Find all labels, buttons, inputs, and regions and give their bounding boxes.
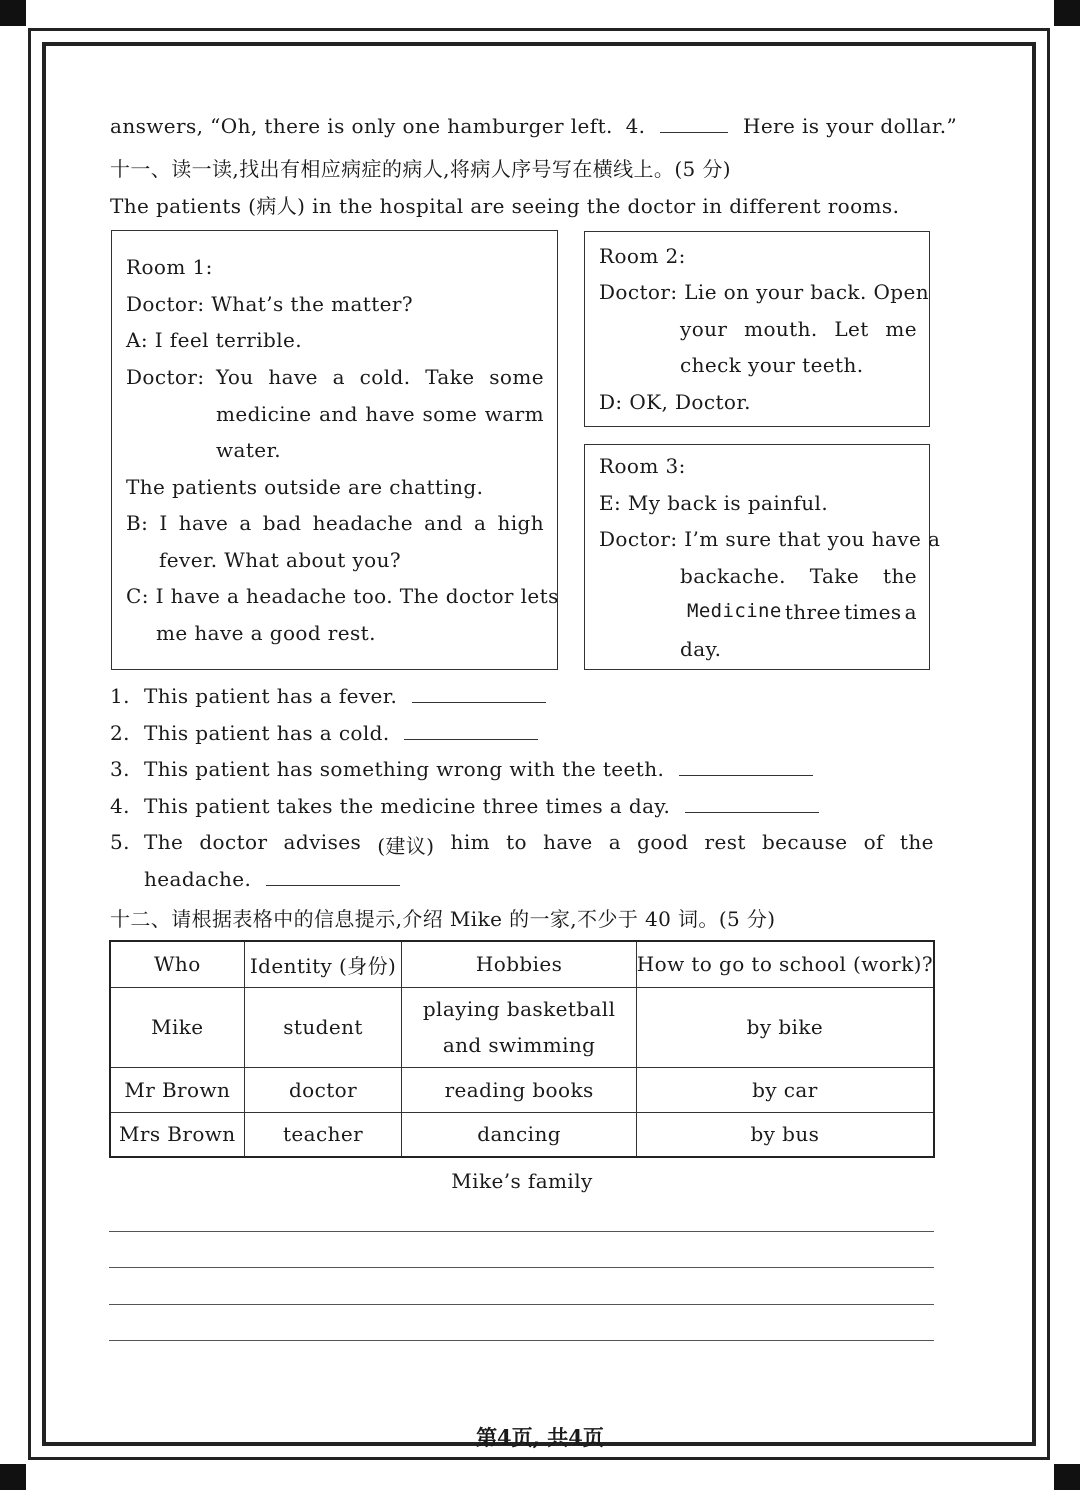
word: have	[178, 511, 229, 535]
table-cell: Mr Brown	[110, 1067, 244, 1112]
table-cell: by bus	[636, 1112, 934, 1157]
page-footer: 第4页, 共4页	[476, 1425, 604, 1450]
word: backache.	[680, 564, 786, 588]
word: have	[543, 830, 593, 854]
question-5-number: 5.	[110, 830, 130, 854]
writing-line[interactable]	[109, 1231, 934, 1232]
table-cell: doctor	[244, 1067, 402, 1112]
top-line-tail: Here is your dollar.”	[742, 114, 958, 138]
question-text: This patient takes the medicine three times a day.	[144, 794, 671, 818]
word: bad	[262, 511, 302, 535]
table-cell: teacher	[244, 1112, 402, 1157]
table-cell: by bike	[636, 987, 934, 1067]
writing-title: Mike’s family	[451, 1169, 593, 1193]
corner-mark-tr	[1054, 0, 1080, 26]
section-12-heading: 十二、请根据表格中的信息提示,介绍 Mike 的一家,不少于 40 词。(5 分)	[110, 907, 776, 931]
answer-blank[interactable]	[660, 114, 728, 133]
answer-blank[interactable]	[685, 794, 819, 813]
question-1	[110, 684, 546, 708]
table-header-row	[110, 941, 934, 987]
table-cell	[402, 987, 636, 1067]
room-2-line: D: OK, Doctor.	[599, 390, 751, 414]
word: and	[424, 511, 463, 535]
room-3-line: day.	[680, 637, 722, 661]
table-cell: student	[244, 987, 402, 1067]
room-1-justified-line	[126, 511, 544, 535]
room-1-box	[111, 230, 558, 670]
word: some	[489, 365, 544, 389]
word: You	[216, 365, 254, 389]
room-2-title: Room 2:	[599, 244, 686, 268]
question-text: This patient has a cold.	[144, 721, 390, 745]
answer-blank[interactable]	[404, 721, 538, 740]
word: a	[904, 600, 917, 624]
corner-mark-tl	[0, 0, 26, 26]
word: have	[268, 365, 318, 389]
room-1-line: water.	[216, 438, 282, 462]
word: rest	[704, 830, 746, 854]
answer-blank[interactable]	[266, 867, 400, 886]
top-line-text: answers, “Oh, there is only one hamburger left.	[110, 114, 613, 138]
word: advises	[283, 830, 362, 854]
word: B:	[126, 511, 149, 535]
room-3-box	[584, 444, 941, 670]
table-row	[110, 1067, 934, 1112]
word: him	[450, 830, 490, 854]
word: Take	[809, 564, 860, 588]
word: the	[899, 830, 934, 854]
question-text: This patient has a fever.	[144, 684, 398, 708]
word: Let	[834, 317, 869, 341]
writing-line[interactable]	[109, 1340, 934, 1341]
room-1-doctor-label: Doctor:	[126, 365, 205, 389]
question-5-line	[144, 830, 934, 859]
room-3-justified-line	[687, 600, 917, 624]
room-2-justified-line	[680, 317, 917, 341]
word: a	[332, 365, 345, 389]
table-header-cell: How to go to school (work)?	[636, 941, 934, 987]
word: warm	[484, 402, 544, 426]
room-1-title: Room 1:	[126, 255, 213, 279]
section-11-heading: 十一、读一读,找出有相应病症的病人,将病人序号写在横线上。(5 分)	[110, 157, 732, 181]
room-2-line: Doctor: Lie on your back. Open	[599, 280, 929, 304]
word: some	[422, 402, 478, 426]
word: Medicine	[687, 600, 782, 622]
writing-line[interactable]	[109, 1267, 934, 1268]
word: have	[365, 402, 415, 426]
table-cell: Mike	[110, 987, 244, 1067]
table-header-cell: Who	[110, 941, 244, 987]
word: mouth.	[744, 317, 818, 341]
question-text: This patient has something wrong with the teeth.	[144, 757, 665, 781]
question-3	[110, 757, 813, 781]
answer-blank[interactable]	[412, 684, 546, 703]
table-row	[110, 1112, 934, 1157]
table-header-cell: Hobbies	[402, 941, 636, 987]
corner-mark-bl	[0, 1464, 26, 1490]
table-cell: dancing	[402, 1112, 636, 1157]
room-3-line: Doctor: I’m sure that you have a	[599, 527, 941, 551]
room-1-line: C: I have a headache too. The doctor lets	[126, 584, 559, 608]
word: The	[144, 830, 184, 854]
word: times	[844, 600, 902, 624]
room-1-line: A: I feel terrible.	[126, 328, 303, 352]
room-3-title: Room 3:	[599, 454, 686, 478]
section-11-intro: The patients (病人) in the hospital are seeing the doctor in different rooms.	[110, 194, 900, 218]
question-number: 2.	[110, 721, 130, 745]
word: me	[885, 317, 917, 341]
word: I	[159, 511, 168, 535]
question-number: 1.	[110, 684, 130, 708]
word: medicine	[216, 402, 312, 426]
room-1-line: fever. What about you?	[159, 548, 401, 572]
word: because	[761, 830, 848, 854]
word: to	[506, 830, 527, 854]
word: headache	[312, 511, 414, 535]
corner-mark-br	[1054, 1464, 1080, 1490]
hobby-line: and swimming	[442, 1033, 596, 1057]
room-3-line: E: My back is painful.	[599, 491, 829, 515]
writing-line[interactable]	[109, 1304, 934, 1305]
question-4	[110, 794, 819, 818]
word: three	[784, 600, 841, 624]
room-2-box	[584, 231, 930, 427]
room-3-justified-line	[680, 564, 917, 588]
table-cell: reading books	[402, 1067, 636, 1112]
question-text: headache.	[144, 867, 252, 891]
word: your	[680, 317, 728, 341]
question-2	[110, 721, 538, 745]
word: a	[239, 511, 252, 535]
word: the	[883, 564, 917, 588]
word: of	[863, 830, 884, 854]
word: and	[319, 402, 358, 426]
room-1-justified-line	[216, 402, 544, 426]
word: good	[637, 830, 689, 854]
answer-blank[interactable]	[679, 757, 813, 776]
word: a	[474, 511, 487, 535]
room-1-line: Doctor: What’s the matter?	[126, 292, 413, 316]
top-line	[110, 114, 957, 138]
room-1-line: me have a good rest.	[156, 621, 376, 645]
table-cell: Mrs Brown	[110, 1112, 244, 1157]
question-number: 4.	[110, 794, 130, 818]
table-cell: by car	[636, 1067, 934, 1112]
hobby-line: playing basketball	[422, 997, 616, 1021]
question-number: 3.	[110, 757, 130, 781]
family-info-table	[109, 940, 935, 1158]
word: (建议)	[377, 834, 435, 858]
room-1-justified-line	[216, 365, 544, 389]
question-5-cont	[144, 867, 400, 891]
room-2-line: check your teeth.	[680, 353, 864, 377]
word: Take	[425, 365, 475, 389]
top-line-num: 4.	[625, 114, 646, 138]
word: doctor	[199, 830, 268, 854]
table-row	[110, 987, 934, 1067]
word: high	[497, 511, 544, 535]
word: a	[608, 830, 622, 854]
word: cold.	[359, 365, 411, 389]
table-header-cell: Identity (身份)	[244, 941, 402, 987]
room-1-line: The patients outside are chatting.	[126, 475, 484, 499]
